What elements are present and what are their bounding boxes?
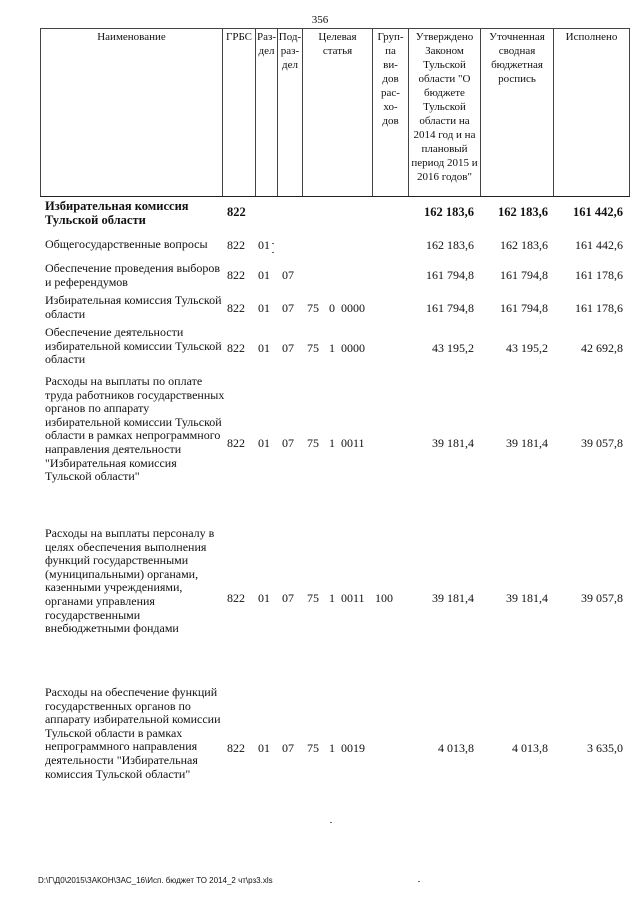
row-4-podrazdel: 07 [282, 341, 294, 355]
scan-mark [418, 881, 420, 882]
row-0-refined: 162 183,6 [498, 205, 548, 219]
row-3-razdel: 01 [258, 301, 270, 315]
col-refined-label: Уточненная сводная бюджетная роспись [489, 31, 545, 85]
col-name-header [40, 28, 222, 196]
col-group-label: Груп- па ви- дов рас- хо- дов [377, 31, 404, 127]
col-target-label: Целевая статья [318, 31, 357, 57]
row-7-approved: 4 013,8 [438, 741, 474, 755]
row-3-target-code: 0000 [341, 301, 365, 315]
row-3-refined: 161 794,8 [500, 301, 548, 315]
col-razdel-label: Раз- дел [256, 31, 276, 57]
row-3-grbs: 822 [227, 301, 245, 315]
row-4-refined: 43 195,2 [506, 341, 548, 355]
row-5-target-program: 75 [307, 436, 319, 450]
col-razdel-header [255, 28, 277, 196]
row-5-name: Расходы на выплаты по оплате труда работников государственных органов по аппарату избирательной комиссии Тульской области в рамках непрограммного направления деятельности "Избирательная комиссия Тульской области" [45, 374, 225, 484]
col-podrazdel-label: Под- раз- дел [278, 31, 302, 71]
row-5-podrazdel: 07 [282, 436, 294, 450]
row-1-razdel: 01 [258, 238, 270, 252]
row-1-refined: 162 183,6 [500, 238, 548, 252]
col-name-label: Наименование [97, 31, 166, 43]
row-3-approved: 161 794,8 [426, 301, 474, 315]
row-2-executed: 161 178,6 [575, 268, 623, 282]
col-group-header [372, 28, 408, 196]
row-6-name: Расходы на выплаты персоналу в целях обеспечения выполнения функций государственными (муниципальными) органами, казенными учреждениями, органами управления государственными внебюджетными фондами [45, 526, 215, 636]
row-5-target-code: 0011 [341, 436, 365, 450]
row-1-name: Общегосударственные вопросы [45, 237, 208, 251]
col-executed-header [553, 28, 630, 196]
row-5-approved: 39 181,4 [432, 436, 474, 450]
row-3-name: Избирательная комиссия Тульской области [45, 293, 222, 321]
row-7-target-code: 0019 [341, 741, 365, 755]
row-1-approved: 162 183,6 [426, 238, 474, 252]
row-5-grbs: 822 [227, 436, 245, 450]
col-executed-label: Исполнено [565, 31, 618, 43]
row-3-executed: 161 178,6 [575, 301, 623, 315]
row-5-refined: 39 181,4 [506, 436, 548, 450]
col-approved-header [408, 28, 480, 196]
row-2-name: Обеспечение проведения выборов и референдумов [45, 261, 221, 289]
col-grbs-header [222, 28, 255, 196]
row-4-executed: 42 692,8 [581, 341, 623, 355]
col-refined-header [480, 28, 553, 196]
row-2-refined: 161 794,8 [500, 268, 548, 282]
row-7-grbs: 822 [227, 741, 245, 755]
row-4-grbs: 822 [227, 341, 245, 355]
row-7-name: Расходы на обеспечение функций государственных органов по аппарату избирательной комиссии Тульской области в рамках непрограммного направления деятельности "Избирательная комиссия Тульской области" [45, 685, 221, 781]
row-6-podrazdel: 07 [282, 591, 294, 605]
row-6-executed: 39 057,8 [581, 591, 623, 605]
row-4-target-subprogram: 1 [329, 341, 335, 355]
row-0-grbs: 822 [227, 205, 246, 219]
page-number: 356 [311, 14, 329, 26]
row-6-target-code: 0011 [341, 591, 365, 605]
scan-mark [330, 822, 332, 823]
col-grbs-label: ГРБС [225, 31, 253, 43]
row-0-approved: 162 183,6 [424, 205, 474, 219]
row-6-refined: 39 181,4 [506, 591, 548, 605]
row-3-podrazdel: 07 [282, 301, 294, 315]
row-2-razdel: 01 [258, 268, 270, 282]
row-3-target-program: 75 [307, 301, 319, 315]
row-0-name: Избирательная комиссия Тульской области [45, 199, 189, 227]
row-5-executed: 39 057,8 [581, 436, 623, 450]
row-6-grbs: 822 [227, 591, 245, 605]
col-podrazdel-header [277, 28, 302, 196]
row-2-grbs: 822 [227, 268, 245, 282]
row-6-target-program: 75 [307, 591, 319, 605]
scan-mark [272, 252, 274, 253]
row-1-executed: 161 442,6 [575, 238, 623, 252]
row-7-executed: 3 635,0 [587, 741, 623, 755]
row-7-target-program: 75 [307, 741, 319, 755]
row-6-approved: 39 181,4 [432, 591, 474, 605]
row-6-expense-group: 100 [375, 591, 393, 605]
row-0-executed: 161 442,6 [573, 205, 623, 219]
row-4-name: Обеспечение деятельности избирательной комиссии Тульской области [45, 325, 222, 367]
row-2-podrazdel: 07 [282, 268, 294, 282]
row-7-refined: 4 013,8 [512, 741, 548, 755]
file-path-footer: D:\Г\Д0\2015\ЗАКОН\ЗАС_16\Исп. бюджет ТО 2014_2 чт\рз3.xls [38, 876, 273, 885]
row-4-target-program: 75 [307, 341, 319, 355]
row-4-razdel: 01 [258, 341, 270, 355]
row-7-podrazdel: 07 [282, 741, 294, 755]
row-6-razdel: 01 [258, 591, 270, 605]
row-1-grbs: 822 [227, 238, 245, 252]
row-5-razdel: 01 [258, 436, 270, 450]
row-5-target-subprogram: 1 [329, 436, 335, 450]
row-3-target-subprogram: 0 [329, 301, 335, 315]
row-7-target-subprogram: 1 [329, 741, 335, 755]
col-target-header [302, 28, 372, 196]
table-header [40, 28, 630, 197]
row-2-approved: 161 794,8 [426, 268, 474, 282]
row-4-target-code: 0000 [341, 341, 365, 355]
scan-mark [272, 243, 274, 244]
row-4-approved: 43 195,2 [432, 341, 474, 355]
col-approved-label: Утверждено Законом Тульской области "О бюджете Тульской области на 2014 год и на плановый период 2015 и 2016 годов" [411, 31, 478, 183]
row-6-target-subprogram: 1 [329, 591, 335, 605]
row-7-razdel: 01 [258, 741, 270, 755]
